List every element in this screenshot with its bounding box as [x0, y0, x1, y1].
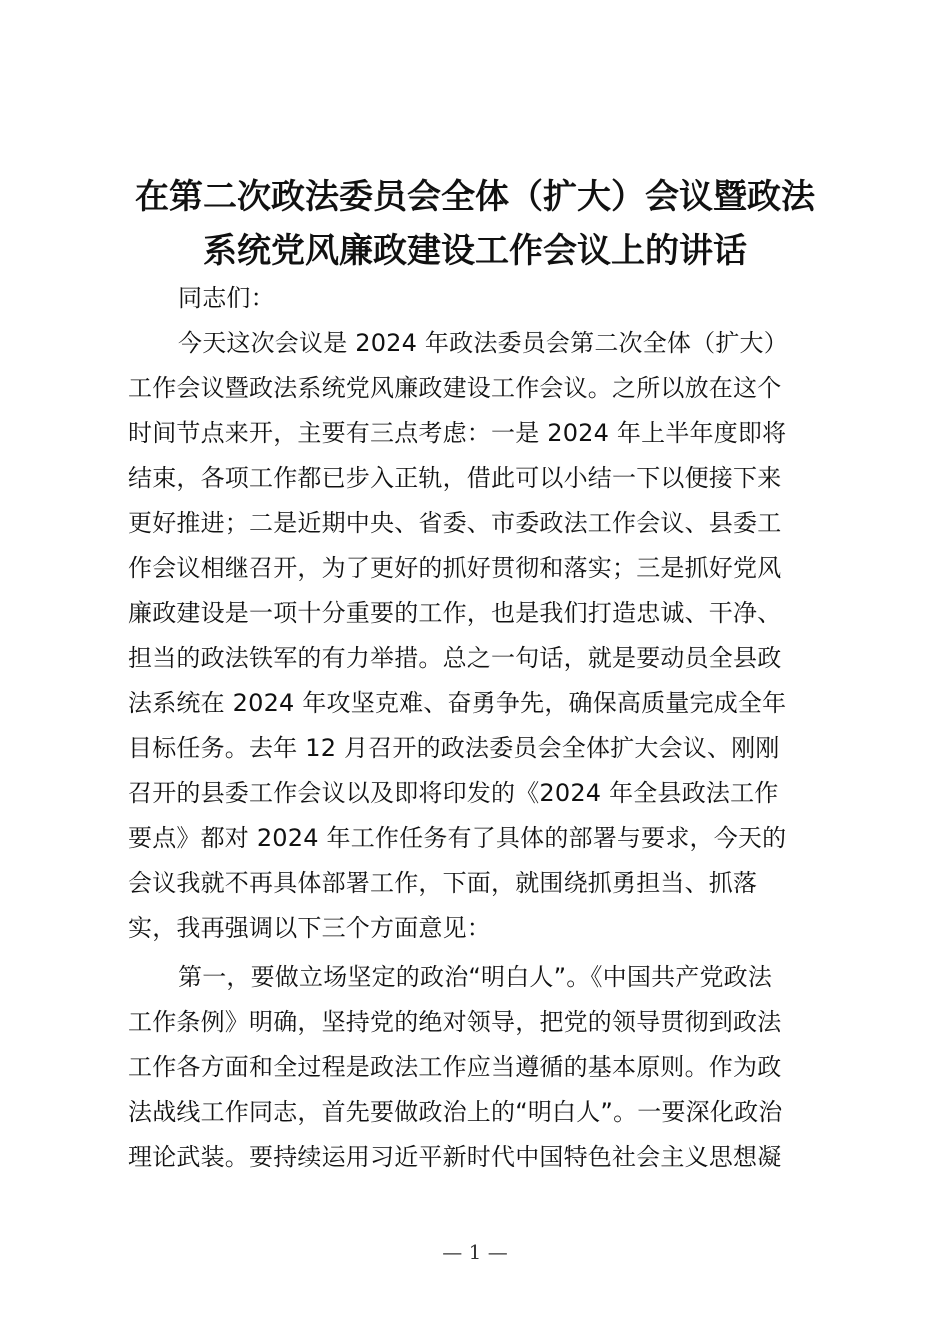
paragraph-line: 工作条例》明确，坚持党的绝对领导，把党的领导贯彻到政法 [128, 1008, 782, 1036]
paragraph-line: 作会议相继召开，为了更好的抓好贯彻和落实；三是抓好党风 [128, 554, 782, 582]
paragraph-line: 工作各方面和全过程是政法工作应当遵循的基本原则。作为政 [128, 1053, 782, 1081]
paragraph-line: 今天这次会议是 2024 年政法委员会第二次全体（扩大） [178, 329, 788, 357]
paragraph-1 [128, 321, 828, 951]
salutation [128, 276, 828, 321]
paragraph-line: 更好推进；二是近期中央、省委、市委政法工作会议、县委工 [128, 509, 782, 537]
document-body [128, 276, 828, 1180]
document-title [100, 170, 850, 278]
title-line: 系统党风廉政建设工作会议上的讲话 [203, 231, 747, 271]
paragraph-2 [128, 955, 828, 1180]
paragraph-line: 法系统在 2024 年攻坚克难、奋勇争先，确保高质量完成全年 [128, 689, 787, 717]
paragraph-line: 会议我就不再具体部署工作，下面，就围绕抓勇担当、抓落 [128, 869, 758, 897]
page-number: — 1 — [442, 1240, 508, 1264]
paragraph-line: 法战线工作同志，首先要做政治上的“明白人”。一要深化政治 [128, 1098, 783, 1126]
paragraph-line: 担当的政法铁军的有力举措。总之一句话，就是要动员全县政 [128, 644, 782, 672]
paragraph-line: 时间节点来开，主要有三点考虑：一是 2024 年上半年度即将 [128, 419, 787, 447]
paragraph-line: 要点》都对 2024 年工作任务有了具体的部署与要求，今天的 [128, 824, 787, 852]
paragraph-line: 实，我再强调以下三个方面意见： [128, 914, 491, 942]
paragraph-line: 第一，要做立场坚定的政治“明白人”。《中国共产党政法 [178, 963, 773, 991]
salutation-text: 同志们： [178, 284, 275, 312]
paragraph-line: 目标任务。去年 12 月召开的政法委员会全体扩大会议、刚刚 [128, 734, 780, 762]
paragraph-line: 召开的县委工作会议以及即将印发的《2024 年全县政法工作 [128, 779, 779, 807]
paragraph-line: 结束，各项工作都已步入正轨，借此可以小结一下以便接下来 [128, 464, 782, 492]
paragraph-line: 廉政建设是一项十分重要的工作，也是我们打造忠诚、干净、 [128, 599, 782, 627]
paragraph-line: 工作会议暨政法系统党风廉政建设工作会议。之所以放在这个 [128, 374, 782, 402]
title-line: 在第二次政法委员会全体（扩大）会议暨政法 [135, 177, 815, 217]
paragraph-line: 理论武装。要持续运用习近平新时代中国特色社会主义思想凝 [128, 1143, 782, 1171]
